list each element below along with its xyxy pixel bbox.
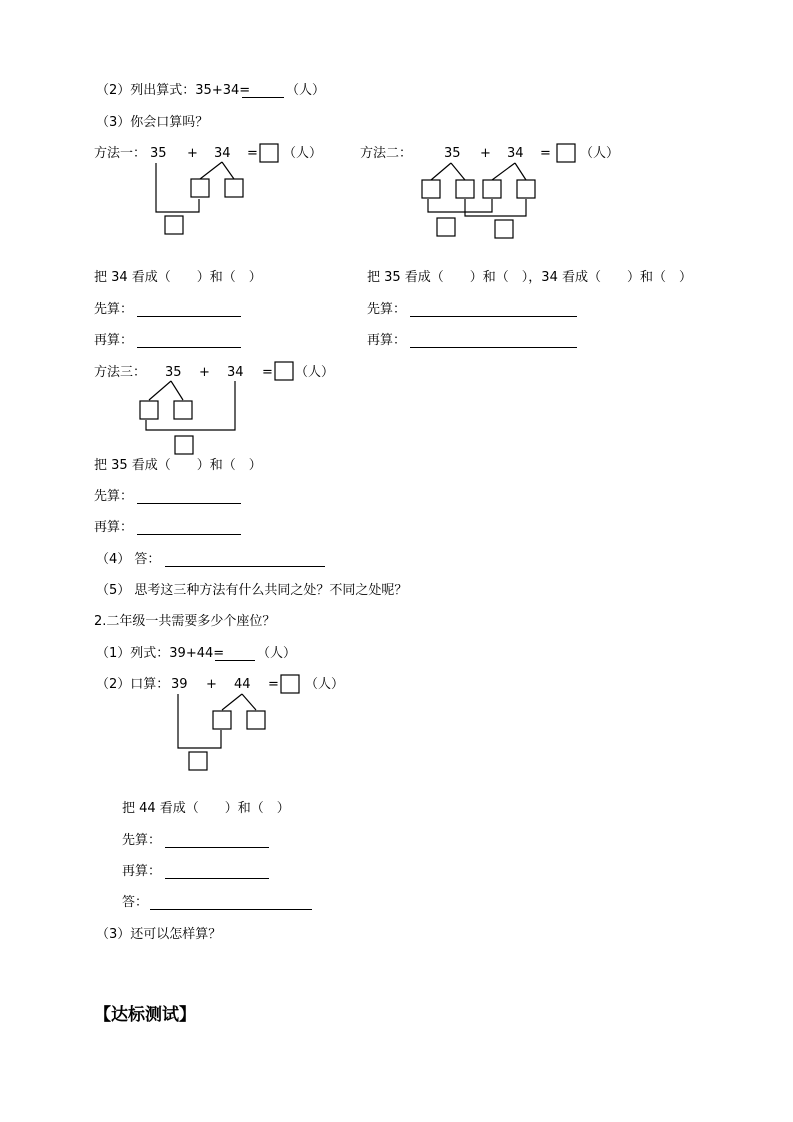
method2-result-box [557,144,575,162]
method1-intermediate-box [165,216,183,234]
method2-addend-b: 34 [507,146,524,161]
q2-intermediate-box [189,752,207,770]
q2-part2-plus: + [206,677,217,692]
method1-then-calc-blank[interactable] [137,347,241,348]
q1-part5-prompt: （5） 思考这三种方法有什么共同之处？不同之处呢？ [96,583,408,598]
method3-first-calc-label: 先算： [94,489,134,504]
section-heading: 【达标测试】 [94,1005,196,1025]
q2-first-calc-blank[interactable] [165,847,269,848]
method1-first-calc-blank[interactable] [137,316,241,317]
method3-plus: + [199,365,210,380]
method2-intermediate-box [495,220,513,238]
q1-part2-formula: （2）列出算式：35+34= [96,83,251,98]
method2-equals: = [540,146,551,161]
method2-part-box [422,180,440,198]
method1-label: 方法一： [94,146,147,161]
method2-then-calc-label: 再算： [367,333,407,348]
method2-then-calc-blank[interactable] [410,347,577,348]
q2-part-box [213,711,231,729]
q2-then-calc-label: 再算： [122,864,162,879]
q1-part4-answer-label: （4） 答： [96,552,161,567]
q2-part-box [247,711,265,729]
method2-intermediate-box [437,218,455,236]
method1-addend-b: 34 [214,146,231,161]
method2-label: 方法二： [360,146,413,161]
method3-unit: （人） [295,365,335,380]
q2-part3-prompt: （3）还可以怎样算？ [96,927,222,942]
method3-intermediate-box [175,436,193,454]
q2-part1-unit: （人） [257,646,297,661]
q2-part2-unit: （人） [305,677,345,692]
q2-first-calc-label: 先算： [122,833,162,848]
method3-addend-a: 35 [165,365,182,380]
method3-part-box [174,401,192,419]
method3-addend-b: 34 [227,365,244,380]
q2-result-box [281,675,299,693]
q2-part2-addend-a: 39 [171,677,188,692]
q2-part2-equals: = [268,677,279,692]
method2-first-calc-label: 先算： [367,302,407,317]
method3-result-box [275,362,293,380]
method2-split-text: 把 35 看成（ ）和（ ），34 看成（ ）和（ ） [367,270,692,285]
q2-part2-label: （2）口算： [96,677,170,692]
q2-answer-label: 答： [122,895,149,910]
method3-first-calc-blank[interactable] [137,503,241,504]
method2-part-box [483,180,501,198]
method1-result-box [260,144,278,162]
method3-part-box [140,401,158,419]
q2-part1-blank[interactable] [215,660,255,661]
q1-part2-unit: （人） [286,83,326,98]
method2-first-calc-blank[interactable] [410,316,577,317]
method3-split-text: 把 35 看成（ ）和（ ） [94,458,262,473]
q2-part2-addend-b: 44 [234,677,251,692]
method2-plus: + [480,146,491,161]
method1-part-box [191,179,209,197]
method1-unit: （人） [283,146,323,161]
q1-part3-prompt: （3）你会口算吗？ [96,115,209,130]
method3-equals: = [262,365,273,380]
q1-part4-answer-blank[interactable] [165,566,325,567]
method1-part-box [225,179,243,197]
method3-label: 方法三： [94,365,147,380]
q2-part1-formula: （1）列式：39+44= [96,646,225,661]
method2-part-box [456,180,474,198]
q2-split-text: 把 44 看成（ ）和（ ） [122,801,290,816]
method1-plus: + [187,146,198,161]
method1-then-calc-label: 再算： [94,333,134,348]
method1-first-calc-label: 先算： [94,302,134,317]
q2-title: 2.二年级一共需要多少个座位？ [94,614,276,629]
q2-then-calc-blank[interactable] [165,878,269,879]
method3-then-calc-blank[interactable] [137,534,241,535]
method1-addend-a: 35 [150,146,167,161]
q2-answer-blank[interactable] [150,909,312,910]
method2-unit: （人） [580,146,620,161]
method2-part-box [517,180,535,198]
method1-split-text: 把 34 看成（ ）和（ ） [94,270,262,285]
method1-equals: = [247,146,258,161]
method3-then-calc-label: 再算： [94,520,134,535]
method2-addend-a: 35 [444,146,461,161]
